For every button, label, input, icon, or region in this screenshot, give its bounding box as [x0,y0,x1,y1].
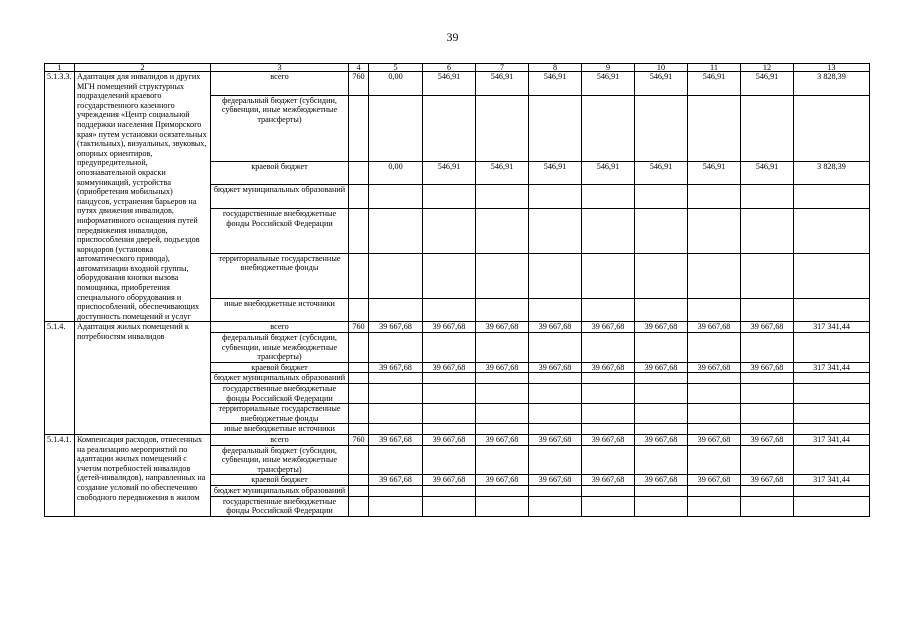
source-label: всего [211,434,349,445]
total-cell: 317 341,44 [794,434,870,445]
header-cell: 9 [582,64,635,72]
header-cell: 5 [369,64,423,72]
item-code: 5.1.4. [45,322,75,435]
table-row [45,434,870,445]
source-label: иные внебюджетные источники [211,424,349,435]
value-cell: 546,91 [529,72,582,96]
item-name: Адаптация жилых помещений к потребностям инвалидов [75,322,211,435]
source-label: государственные внебюджетные фонды Российской Федерации [211,384,349,404]
item-code: 5.1.3.3. [45,72,75,322]
source-label: краевой бюджет [211,362,349,373]
value-cell: 546,91 [582,161,635,185]
value-cell: 39 667,68 [635,362,688,373]
value-cell: 546,91 [635,161,688,185]
total-cell: 3 828,39 [794,72,870,96]
value-cell: 39 667,68 [688,475,741,486]
header-cell: 11 [688,64,741,72]
value-cell: 39 667,68 [476,475,529,486]
value-cell: 39 667,68 [529,475,582,486]
value-cell: 39 667,68 [741,322,794,333]
value-cell: 39 667,68 [423,322,476,333]
value-cell: 546,91 [635,72,688,96]
source-label: государственные внебюджетные фонды Российской Федерации [211,496,349,516]
source-label: бюджет муниципальных образований [211,373,349,384]
header-cell: 7 [476,64,529,72]
value-cell: 546,91 [741,161,794,185]
value-cell: 39 667,68 [529,362,582,373]
header-cell: 4 [349,64,369,72]
header-cell: 13 [794,64,870,72]
column-4-value: 760 [349,72,369,96]
value-cell: 39 667,68 [529,434,582,445]
budget-table [44,63,870,517]
source-label: всего [211,322,349,333]
source-label: бюджет муниципальных образований [211,485,349,496]
value-cell: 39 667,68 [369,322,423,333]
value-cell: 39 667,68 [369,475,423,486]
value-cell: 39 667,68 [741,362,794,373]
value-cell: 39 667,68 [423,362,476,373]
header-cell: 10 [635,64,688,72]
table-row [45,72,870,96]
item-name: Компенсация расходов, отнесенных на реализацию мероприятий по адаптации жилых помещений с учетом потребностей инвалидов (детей-инвалидов), направленных на создание условий по обеспечению свободного передвижения в жилом [75,434,211,516]
total-cell: 317 341,44 [794,322,870,333]
source-label: федеральный бюджет (субсидии, субвенции, иные межбюджетные трансферты) [211,333,349,363]
value-cell: 546,91 [741,72,794,96]
header-cell: 8 [529,64,582,72]
source-label: федеральный бюджет (субсидии, субвенции, иные межбюджетные трансферты) [211,95,349,161]
table-row [45,322,870,333]
value-cell: 546,91 [688,161,741,185]
value-cell: 546,91 [529,161,582,185]
source-label: государственные внебюджетные фонды Российской Федерации [211,208,349,253]
header-cell: 1 [45,64,75,72]
value-cell: 39 667,68 [582,362,635,373]
source-label: территориальные государственные внебюджетные фонды [211,253,349,298]
item-code: 5.1.4.1. [45,434,75,516]
header-cell: 12 [741,64,794,72]
source-label: федеральный бюджет (субсидии, субвенции, иные межбюджетные трансферты) [211,445,349,475]
value-cell: 39 667,68 [476,322,529,333]
value-cell: 39 667,68 [741,434,794,445]
value-cell: 546,91 [476,72,529,96]
source-label: территориальные государственные внебюджетные фонды [211,404,349,424]
value-cell: 39 667,68 [529,322,582,333]
item-name: Адаптация для инвалидов и других МГН помещений структурных подразделений краевого государственного казенного учреждения «Центр социальной поддержки населения Приморского края» путем установки осязательных (тактильных), визуальных, звуковых, опорных ориентиров, предупредительной, опознавательной окраски коммуникаций, устройства (приобретения мобильных) пандусов, устранения барьеров на путях движения инвалидов, информативного оснащения путей передвижения инвалидов, приспособления дверей, подъездов коридоров (установка автоматического привода), автоматизации входной группы, оборудования кнопки вызова помощника, приобретения специального оборудования и приспособлений, обеспечивающих доступность помещений и услуг [75,72,211,322]
total-cell: 317 341,44 [794,475,870,486]
source-label: иные внебюджетные источники [211,298,349,322]
header-cell: 2 [75,64,211,72]
total-cell: 3 828,39 [794,161,870,185]
value-cell: 39 667,68 [369,362,423,373]
value-cell: 546,91 [423,72,476,96]
value-cell: 546,91 [423,161,476,185]
value-cell: 39 667,68 [582,475,635,486]
source-label: бюджет муниципальных образований [211,185,349,209]
value-cell: 39 667,68 [688,434,741,445]
value-cell: 39 667,68 [688,362,741,373]
value-cell: 0,00 [369,72,423,96]
source-label: краевой бюджет [211,475,349,486]
value-cell: 39 667,68 [635,434,688,445]
source-label: краевой бюджет [211,161,349,185]
total-cell: 317 341,44 [794,362,870,373]
value-cell: 546,91 [582,72,635,96]
value-cell: 39 667,68 [476,434,529,445]
page-number: 39 [446,30,459,44]
value-cell: 39 667,68 [476,362,529,373]
value-cell: 39 667,68 [369,434,423,445]
value-cell: 39 667,68 [582,322,635,333]
column-4-value: 760 [349,322,369,333]
value-cell: 39 667,68 [635,322,688,333]
value-cell: 39 667,68 [423,475,476,486]
value-cell: 39 667,68 [741,475,794,486]
value-cell: 0,00 [369,161,423,185]
value-cell: 39 667,68 [423,434,476,445]
value-cell: 546,91 [688,72,741,96]
value-cell: 546,91 [476,161,529,185]
value-cell: 39 667,68 [688,322,741,333]
value-cell: 39 667,68 [582,434,635,445]
header-cell: 6 [423,64,476,72]
header-row [45,64,870,72]
source-label: всего [211,72,349,96]
column-4-value: 760 [349,434,369,445]
value-cell: 39 667,68 [635,475,688,486]
header-cell: 3 [211,64,349,72]
